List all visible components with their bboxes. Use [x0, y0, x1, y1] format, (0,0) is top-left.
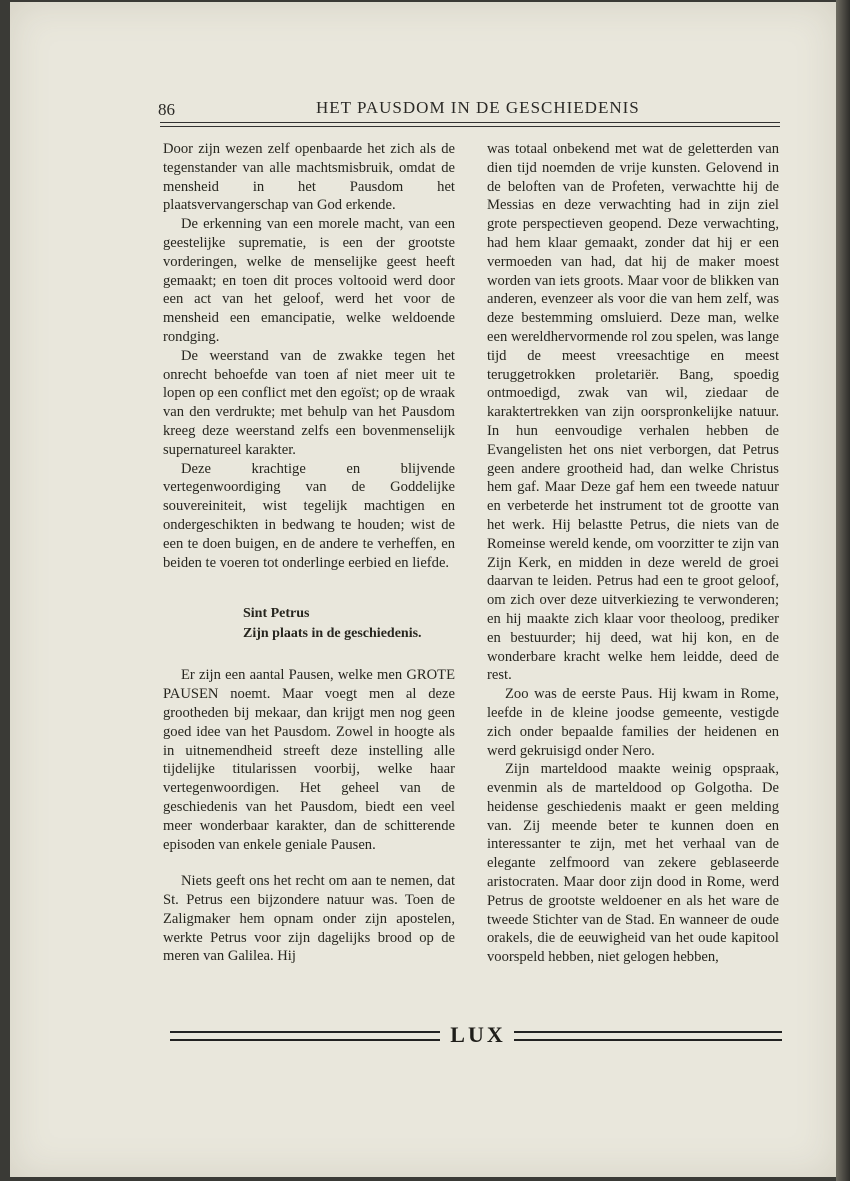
left-paragraph-1: Door zijn wezen zelf openbaarde het zich als de tegenstander van alle machtsmisbruik, omdat de mensheid in het Pausdom het plaatsvervangerschap van God erkende.: [163, 141, 455, 214]
section-heading: [243, 604, 455, 644]
right-paragraph-1: was totaal onbekend met wat de geletterden van dien tijd noemden de vrije kunsten. Gelovend in de beloften van de Profeten, verwachtte hij de Messias en deze verwachting had in zijn ziel grote perspectieven geopend. Deze verwachting, had hem klaar gemaakt, zonder dat hij er een vermoeden van had, dat hij de maker moest worden van iets groots. Maar voor de blikken van anderen, evenzeer als voor die van hem zelf, was deze bestemming omsluierd. Deze man, welke een wereldhervormende rol zou spelen, was lange tijd de meest vreesachtige en meest teruggetrokken proletariër. Bang, spoedig ontmoedigd, zwak van wil, ziedaar de karaktertrekken van zijn oorspronkelijke natuur. In hun eenvoudige verhalen hebben de Evangelisten het ons niet verborgen, dat Petrus geen andere grootheid had, dan welke Christus hem gaf. Maar Deze gaf hem een tweede natuur en verbeterde het instrument tot de grootte van het werk. Hij belastte Petrus, die niets van de Romeinse wereld kende, om voorzitter te zijn van Zijn Kerk, en midden in deze wereld de groei daarvan te leiden. Petrus had een te groot geloof, om zich over deze uitverkiezing te verwonderen; en hij maakte zich klaar voor theoloog, prediker en bestuurder; hij deed, wat hij kon, en de wonderbare kracht welke hem leidde, deed de rest.: [487, 141, 779, 684]
left-paragraph-3: De weerstand van de zwakke tegen het onrecht behoefde van toen af niet meer uit te lopen op een conflict met den egoïst; op de wraak van den verdrukte; met behulp van het Pausdom kreeg deze weerstand zelfs een bovenmenselijk supernatureel karakter.: [163, 347, 455, 458]
right-paragraph-2: Zoo was de eerste Paus. Hij kwam in Rome, leefde in de kleine joodse gemeente, vestigde zich onder bepaalde families der heidenen en werd gekruisigd onder Nero.: [487, 686, 779, 759]
left-paragraph-2: De erkenning van een morele macht, van een geestelijke suprematie, is een der grootste vorderingen, welke de menselijke geest heeft gemaakt; en toen dit proces voltooid werd door een act van het geloof, werd het voor de mensheid een emancipatie, welke weldoende rondging.: [163, 216, 455, 345]
left-paragraph-4: Deze krachtige en blijvende vertegenwoordiging van de Goddelijke souvereiniteit, wist tegelijk machtigen en ondergeschikten in bedwang te houden; wist de een te doen buigen, en de andere te verheffen, en beiden te voeren tot onderlinge eerbied en liefde.: [163, 460, 455, 571]
running-title: HET PAUSDOM IN DE GESCHIEDENIS: [316, 98, 640, 117]
lux-logo: LUX: [450, 1022, 506, 1047]
page-footer: [170, 1022, 782, 1048]
page-edge: [836, 0, 850, 1181]
section-heading-subtitle: Zijn plaats in de geschiedenis.: [243, 626, 422, 642]
left-column: [163, 140, 455, 966]
paragraph-gap: [163, 854, 455, 872]
section-heading-title: Sint Petrus: [243, 606, 310, 622]
page-number: 86: [158, 100, 175, 119]
header-rule: [160, 122, 780, 127]
right-column: [487, 140, 779, 967]
footer-rule-left: [170, 1031, 440, 1041]
left-paragraph-5: Er zijn een aantal Pausen, welke men GROTE PAUSEN noemt. Maar voegt men al deze grootheden bij mekaar, dan krijgt men nog geen goed idee van het Pausdom. Zowel in hoogte als in uitnemendheid streeft deze instelling alle tijdelijke titularissen voorbij, welke haar vertegenwoordigen. Het geheel van de geschiedenis van het Pausdom, biedt een veel meer wonderbaar karakter, dan de schitterende episoden van enkele geniale Pausen.: [163, 667, 455, 853]
footer-rule-right: [514, 1031, 782, 1041]
left-paragraph-6: Niets geeft ons het recht om aan te nemen, dat St. Petrus een bijzondere natuur was. Toen de Zaligmaker hem opnam onder zijn apostelen, werkte Petrus voor zijn dagelijks brood op de meren van Galilea. Hij: [163, 873, 455, 965]
right-paragraph-3: Zijn marteldood maakte weinig opspraak, evenmin als de marteldood op Golgotha. De heidense geschiedenis maakt er geen melding van. Zij meende beter te kunnen doen en interessanter te zijn, met het verhaal van de elegante zelfmoord van zekere geblaseerde aristocraten. Maar door zijn dood in Rome, werd Petrus de grootste weldoener en als het ware de tweede Stichter van de Stad. En wanneer de oude orakels, die de eeuwigheid van het oude kapitool voorspeld hebben, niet gelogen hebben,: [487, 761, 779, 966]
